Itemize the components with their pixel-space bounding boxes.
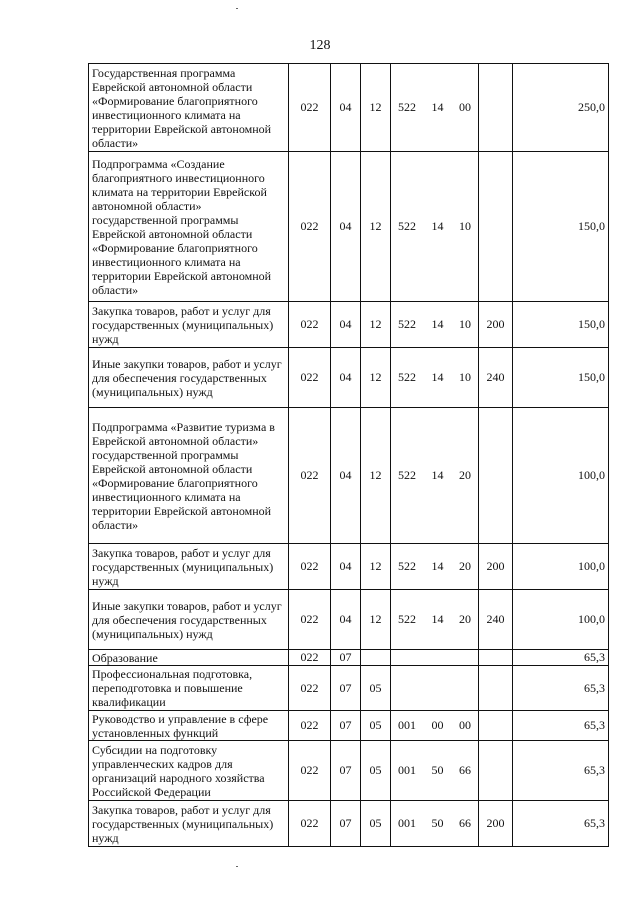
target-article-part: 001 — [398, 718, 416, 732]
amount-cell: 65,3 — [513, 801, 609, 847]
table-row — [89, 801, 609, 847]
row-name-cell: Подпрограмма «Создание благоприятного инвестиционного климата на территории Еврейской автономной области» государственной программы Еврейской автономной области «Формирование благоприятного инвестиционного климата на территории Еврейской автономной области» — [89, 152, 289, 302]
amount-cell: 65,3 — [513, 650, 609, 666]
expense-type-cell — [479, 64, 513, 152]
target-article-part: 14 — [431, 612, 444, 626]
expense-type-cell — [479, 408, 513, 544]
subsection-code-cell: 05 — [361, 666, 391, 711]
section-code-cell: 07 — [331, 711, 361, 741]
subsection-code-cell: 12 — [361, 590, 391, 650]
row-name-cell: Государственная программа Еврейской автономной области «Формирование благоприятного инвестиционного климата на территории Еврейской автономной области» — [89, 64, 289, 152]
target-article-part: 10 — [459, 317, 471, 331]
budget-table — [88, 63, 609, 847]
scan-speck-bottom — [236, 866, 238, 867]
target-article-part: 522 — [398, 100, 416, 114]
section-code-cell: 04 — [331, 64, 361, 152]
table-row — [89, 666, 609, 711]
amount-cell: 150,0 — [513, 152, 609, 302]
target-article-part: 20 — [459, 468, 471, 482]
subsection-code-cell: 12 — [361, 64, 391, 152]
ministry-code-cell: 022 — [289, 666, 331, 711]
amount-cell: 250,0 — [513, 64, 609, 152]
expense-type-cell: 200 — [479, 801, 513, 847]
target-article-part: 10 — [459, 370, 471, 384]
amount-cell: 150,0 — [513, 348, 609, 408]
section-code-cell: 07 — [331, 741, 361, 801]
expense-type-cell: 200 — [479, 544, 513, 590]
row-name-cell: Профессиональная подготовка, переподготовка и повышение квалификации — [89, 666, 289, 711]
section-code-cell: 04 — [331, 408, 361, 544]
target-article-part: 14 — [431, 317, 444, 331]
target-article-cell — [391, 408, 479, 544]
section-code-cell: 04 — [331, 302, 361, 348]
table-row — [89, 711, 609, 741]
section-code-cell: 04 — [331, 152, 361, 302]
ministry-code-cell: 022 — [289, 590, 331, 650]
target-article-part: 522 — [398, 219, 416, 233]
target-article-part: 001 — [398, 763, 416, 777]
table-row — [89, 544, 609, 590]
table-row — [89, 302, 609, 348]
expense-type-cell — [479, 666, 513, 711]
expense-type-cell — [479, 152, 513, 302]
ministry-code-cell: 022 — [289, 741, 331, 801]
ministry-code-cell: 022 — [289, 650, 331, 666]
row-name-cell: Иные закупки товаров, работ и услуг для обеспечения государственных (муниципальных) нужд — [89, 590, 289, 650]
table-row — [89, 152, 609, 302]
target-article-cell — [391, 711, 479, 741]
expense-type-cell: 240 — [479, 348, 513, 408]
ministry-code-cell: 022 — [289, 801, 331, 847]
target-article-part: 522 — [398, 612, 416, 626]
expense-type-cell — [479, 711, 513, 741]
target-article-part: 14 — [431, 219, 444, 233]
ministry-code-cell: 022 — [289, 152, 331, 302]
subsection-code-cell: 12 — [361, 152, 391, 302]
subsection-code-cell: 12 — [361, 544, 391, 590]
target-article-part: 50 — [431, 763, 444, 777]
target-article-part: 50 — [431, 816, 444, 830]
target-article-cell — [391, 544, 479, 590]
row-name-cell: Подпрограмма «Развитие туризма в Еврейской автономной области» государственной программы Еврейской автономной области «Формирование благоприятного инвестиционного климата на территории Еврейской автономной области» — [89, 408, 289, 544]
target-article-part: 66 — [459, 763, 471, 777]
amount-cell: 150,0 — [513, 302, 609, 348]
target-article-part: 20 — [459, 612, 471, 626]
target-article-cell — [391, 152, 479, 302]
section-code-cell: 07 — [331, 650, 361, 666]
subsection-code-cell — [361, 650, 391, 666]
ministry-code-cell: 022 — [289, 408, 331, 544]
page-number: 128 — [309, 38, 331, 53]
amount-cell: 100,0 — [513, 408, 609, 544]
row-name-cell: Закупка товаров, работ и услуг для государственных (муниципальных) нужд — [89, 302, 289, 348]
amount-cell: 65,3 — [513, 741, 609, 801]
target-article-part: 00 — [431, 718, 444, 732]
ministry-code-cell: 022 — [289, 348, 331, 408]
subsection-code-cell: 12 — [361, 348, 391, 408]
row-name-cell: Субсидии на подготовку управленческих кадров для организаций народного хозяйства Российской Федерации — [89, 741, 289, 801]
section-code-cell: 07 — [331, 666, 361, 711]
target-article-part: 00 — [459, 100, 471, 114]
subsection-code-cell: 12 — [361, 408, 391, 544]
target-article-cell — [391, 348, 479, 408]
target-article-part: 00 — [459, 718, 471, 732]
ministry-code-cell: 022 — [289, 711, 331, 741]
section-code-cell: 04 — [331, 590, 361, 650]
ministry-code-cell: 022 — [289, 64, 331, 152]
target-article-part: 14 — [431, 559, 444, 573]
row-name-cell: Закупка товаров, работ и услуг для государственных (муниципальных) нужд — [89, 801, 289, 847]
table-row — [89, 650, 609, 666]
target-article-cell — [391, 801, 479, 847]
section-code-cell: 07 — [331, 801, 361, 847]
amount-cell: 65,3 — [513, 666, 609, 711]
target-article-cell — [391, 64, 479, 152]
ministry-code-cell: 022 — [289, 544, 331, 590]
expense-type-cell: 200 — [479, 302, 513, 348]
scan-speck-top — [236, 8, 238, 9]
expense-type-cell: 240 — [479, 590, 513, 650]
target-article-part: 66 — [459, 816, 471, 830]
target-article-part: 10 — [459, 219, 471, 233]
section-code-cell: 04 — [331, 348, 361, 408]
target-article-part: 522 — [398, 559, 416, 573]
target-article-part: 14 — [431, 468, 444, 482]
target-article-part: 14 — [431, 370, 444, 384]
amount-cell: 100,0 — [513, 590, 609, 650]
target-article-part: 14 — [431, 100, 444, 114]
row-name-cell: Образование — [89, 650, 289, 666]
subsection-code-cell: 05 — [361, 711, 391, 741]
row-name-cell: Закупка товаров, работ и услуг для государственных (муниципальных) нужд — [89, 544, 289, 590]
target-article-part: 20 — [459, 559, 471, 573]
expense-type-cell — [479, 741, 513, 801]
target-article-cell — [391, 666, 479, 711]
row-name-cell: Руководство и управление в сфере установленных функций — [89, 711, 289, 741]
subsection-code-cell: 12 — [361, 302, 391, 348]
ministry-code-cell: 022 — [289, 302, 331, 348]
target-article-part: 001 — [398, 816, 416, 830]
table-row — [89, 64, 609, 152]
amount-cell: 65,3 — [513, 711, 609, 741]
subsection-code-cell: 05 — [361, 801, 391, 847]
table-row — [89, 590, 609, 650]
target-article-cell — [391, 590, 479, 650]
subsection-code-cell: 05 — [361, 741, 391, 801]
target-article-part: 522 — [398, 317, 416, 331]
section-code-cell: 04 — [331, 544, 361, 590]
expense-type-cell — [479, 650, 513, 666]
amount-cell: 100,0 — [513, 544, 609, 590]
target-article-cell — [391, 650, 479, 666]
target-article-cell — [391, 741, 479, 801]
table-row — [89, 348, 609, 408]
table-row — [89, 408, 609, 544]
target-article-part: 522 — [398, 468, 416, 482]
target-article-part: 522 — [398, 370, 416, 384]
target-article-cell — [391, 302, 479, 348]
row-name-cell: Иные закупки товаров, работ и услуг для обеспечения государственных (муниципальных) нужд — [89, 348, 289, 408]
table-row — [89, 741, 609, 801]
